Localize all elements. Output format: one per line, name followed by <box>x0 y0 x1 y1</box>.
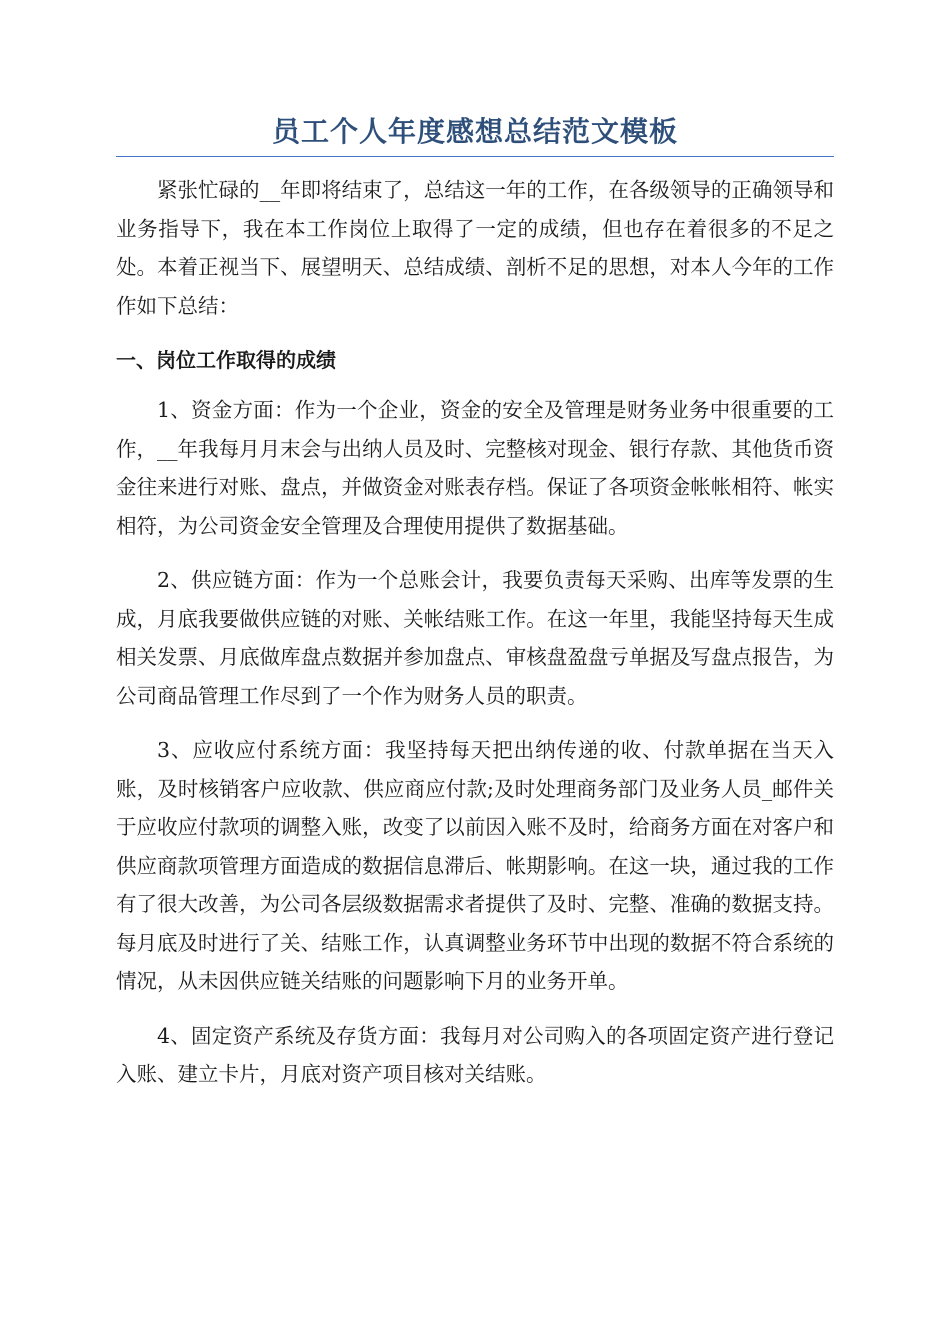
paragraph-funds: 1、资金方面：作为一个企业，资金的安全及管理是财务业务中很重要的工作，__年我每月月末会与出纳人员及时、完整核对现金、银行存款、其他货币资金往来进行对账、盘点，并做资金对账表存档。保证了各项资金帐帐相符、帐实相符，为公司资金安全管理及合理使用提供了数据基础。 <box>116 398 834 538</box>
document-title: 员工个人年度感想总结范文模板 <box>271 115 678 148</box>
paragraph-supply-chain: 2、供应链方面：作为一个总账会计，我要负责每天采购、出库等发票的生成，月底我要做供应链的对账、关帐结账工作。在这一年里，我能坚持每天生成相关发票、月底做库盘点数据并参加盘点、审核盘盈盘亏单据及写盘点报告，为公司商品管理工作尽到了一个作为财务人员的职责。 <box>116 568 834 708</box>
document-page <box>116 110 834 1110</box>
intro-paragraph: 紧张忙碌的__年即将结束了，总结这一年的工作，在各级领导的正确领导和业务指导下，我在本工作岗位上取得了一定的成绩，但也存在着很多的不足之处。本着正视当下、展望明天、总结成绩、剖析不足的思想，对本人今年的工作作如下总结： <box>116 178 834 318</box>
paragraph-fixed-assets: 4、固定资产系统及存货方面：我每月对公司购入的各项固定资产进行登记入账、建立卡片，月底对资产项目核对关结账。 <box>116 1023 834 1086</box>
section-heading-achievements: 一、岗位工作取得的成绩 <box>116 348 336 372</box>
paragraph-receivables-payables: 3、应收应付系统方面：我坚持每天把出纳传递的收、付款单据在当天入账，及时核销客户应收款、供应商应付款;及时处理商务部门及业务人员_邮件关于应收应付款项的调整入账，改变了以前因入账不及时，给商务方面在对客户和供应商款项管理方面造成的数据信息滞后、帐期影响。在这一块，通过我的工作有了很大改善，为公司各层级数据需求者提供了及时、完整、准确的数据支持。每月底及时进行了关、结账工作，认真调整业务环节中出现的数据不符合系统的情况，从未因供应链关结账的问题影响下月的业务开单。 <box>116 738 834 993</box>
title-underline <box>116 156 834 157</box>
